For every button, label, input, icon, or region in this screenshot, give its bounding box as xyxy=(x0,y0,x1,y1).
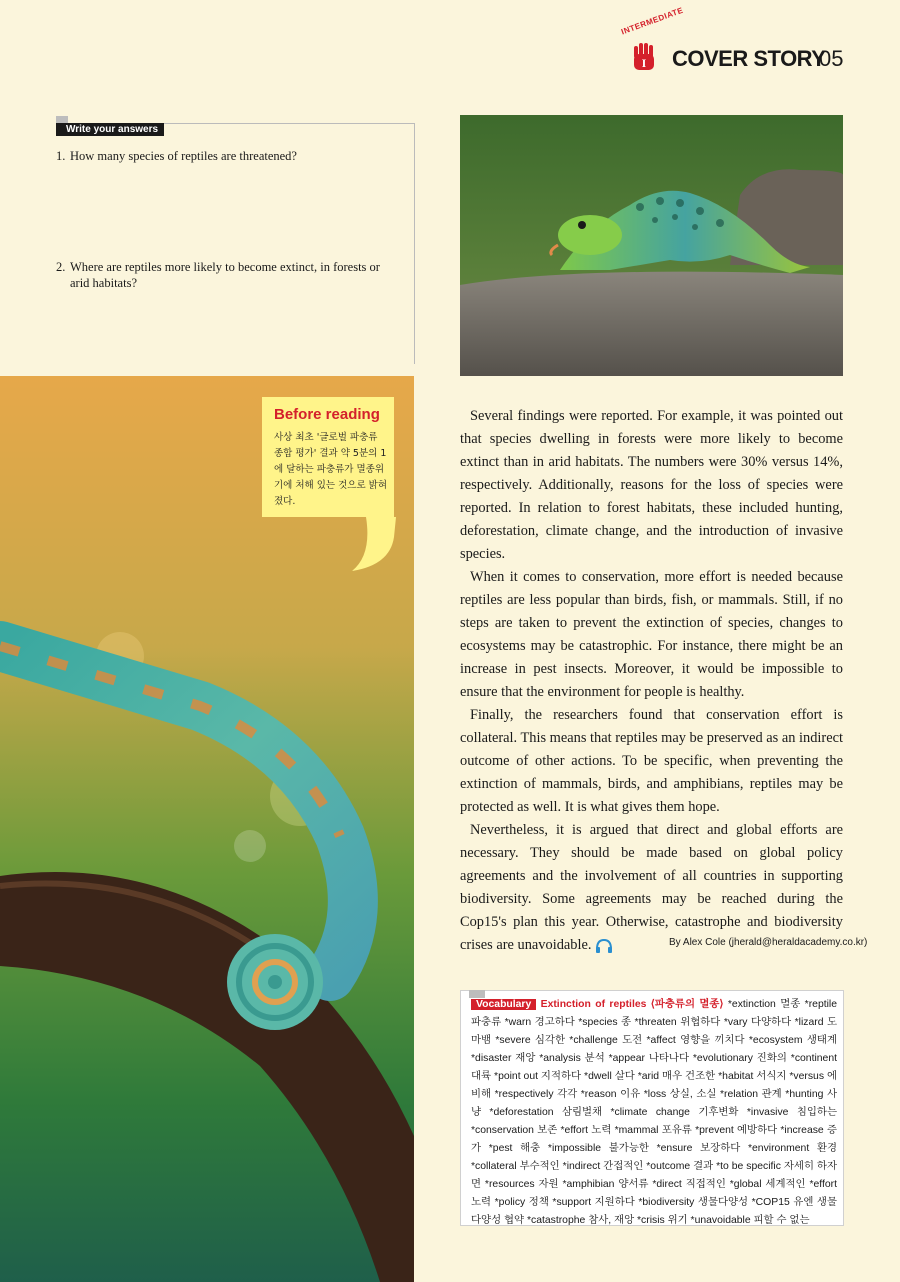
byline: By Alex Cole (jherald@heraldacademy.co.kr) xyxy=(669,937,868,948)
svg-text:I: I xyxy=(641,56,647,70)
header-brand xyxy=(616,5,886,88)
hand-i-logo-icon xyxy=(632,42,658,72)
question-1: 1. How many species of reptiles are threatened? xyxy=(56,149,297,163)
page-number: 05 xyxy=(819,46,844,71)
article-paragraph: Nevertheless, it is argued that direct and global efforts are necessary. They should be made based on global policy agreements and the involvement of all countries in supporting biodiversity. Some agreements may be reached during the Cop15's plan this year. Otherwise, catastrophe and biodiversity crises are unavoidable. xyxy=(460,822,843,953)
before-reading-heading: Before reading xyxy=(274,406,380,423)
speech-tail-shape xyxy=(352,517,396,571)
answers-label: Write your answers xyxy=(56,123,164,136)
article-body xyxy=(460,405,843,957)
before-reading-text: 사상 최초 '글로벌 파충류 종합 평가' 결과 약 5분의 1에 달하는 파충류가 멸종위기에 처해 있는 것으로 밝혀졌다. xyxy=(274,432,388,507)
vocabulary-tag: Vocabulary xyxy=(471,999,536,1010)
article-paragraph: Finally, the researchers found that conservation effort is collateral. This means that reptiles may be preserved as an indirect outcome of other actions. To be specific, when preventing the extinction of mammals, birds, and amphibians, reptiles may be protected as well. It is what gives them hope. xyxy=(460,707,843,815)
lizard-photo xyxy=(460,115,843,376)
answers-box xyxy=(56,123,415,364)
section-title: COVER STORY xyxy=(672,46,826,71)
article-paragraph: When it comes to conservation, more effort is needed because reptiles are less popular than birds, fish, or mammals. Still, if no steps are taken to prevent the extinction of species, changes to ecosystems may be catastrophic. For instance, there might be an increase in pest insects. Moreover, it would be impossible to ensure that the environment for people is healthy. xyxy=(460,569,843,700)
vocabulary-box xyxy=(460,990,844,1226)
question-2: 2. Where are reptiles more likely to become extinct, in forests or arid habitats? xyxy=(56,260,380,290)
vocabulary-heading: Extinction of reptiles ⟨파충류의 멸종⟩ xyxy=(540,999,724,1010)
level-arc-text: INTERMEDIATE xyxy=(620,5,685,37)
article-paragraph: Several findings were reported. For example, it was pointed out that species dwelling in forests were more likely to become extinct than in arid habitats. The numbers were 30% versus 14%, respectively. Additionally, reasons for the loss of species were reported. In relation to forest habitats, these included hunting, deforestation, climate change, and the introduction of invasive species. xyxy=(460,408,843,562)
vocabulary-entries: *extinction 멸종 *reptile 파충류 *warn 경고하다 *species 종 *threaten 위협하다 *vary 다양하다 *lizard 도마뱀 *severe 심각한 *challenge 도전 *affect 영향을 끼치다 *ecosystem 생태계 *disaster 재앙 *analysis 분석 *appear 나타나다 *evolutionary 진화의 *continent 대륙 *point out 지적하다 *dwell 살다 *arid 매우 건조한 *habitat 서식지 *versus 에 비해 *respectively 각각 *reason 이유 *loss 상실, 소실 *relation 관계 *hunting 사냥 *deforestation 삼림벌채 *climate change 기후변화 *invasive 침입하는 *conservation 보존 *effort 노력 *mammal 포유류 *prevent 예방하다 *increase 증가 *pest 해충 *impossible 불가능한 *ensure 보장하다 *environment 환경 *collateral 부수적인 *indirect 간접적인 *outcome 결과 *to be specific 자세히 하자면 *resources 자원 *amphibian 양서류 *direct 직접적인 *global 세계적인 *effort 노력 *policy 정책 *support 지원하다 *biodiversity 생물다양성 *COP15 유엔 생물 다양성 협약 *catastrophe 참사, 재앙 *crisis 위기 *unavoidable 피할 수 없는 xyxy=(471,999,838,1226)
vocabulary-text xyxy=(471,996,837,1230)
before-reading-box xyxy=(262,397,394,517)
headphones-icon[interactable] xyxy=(595,938,613,954)
